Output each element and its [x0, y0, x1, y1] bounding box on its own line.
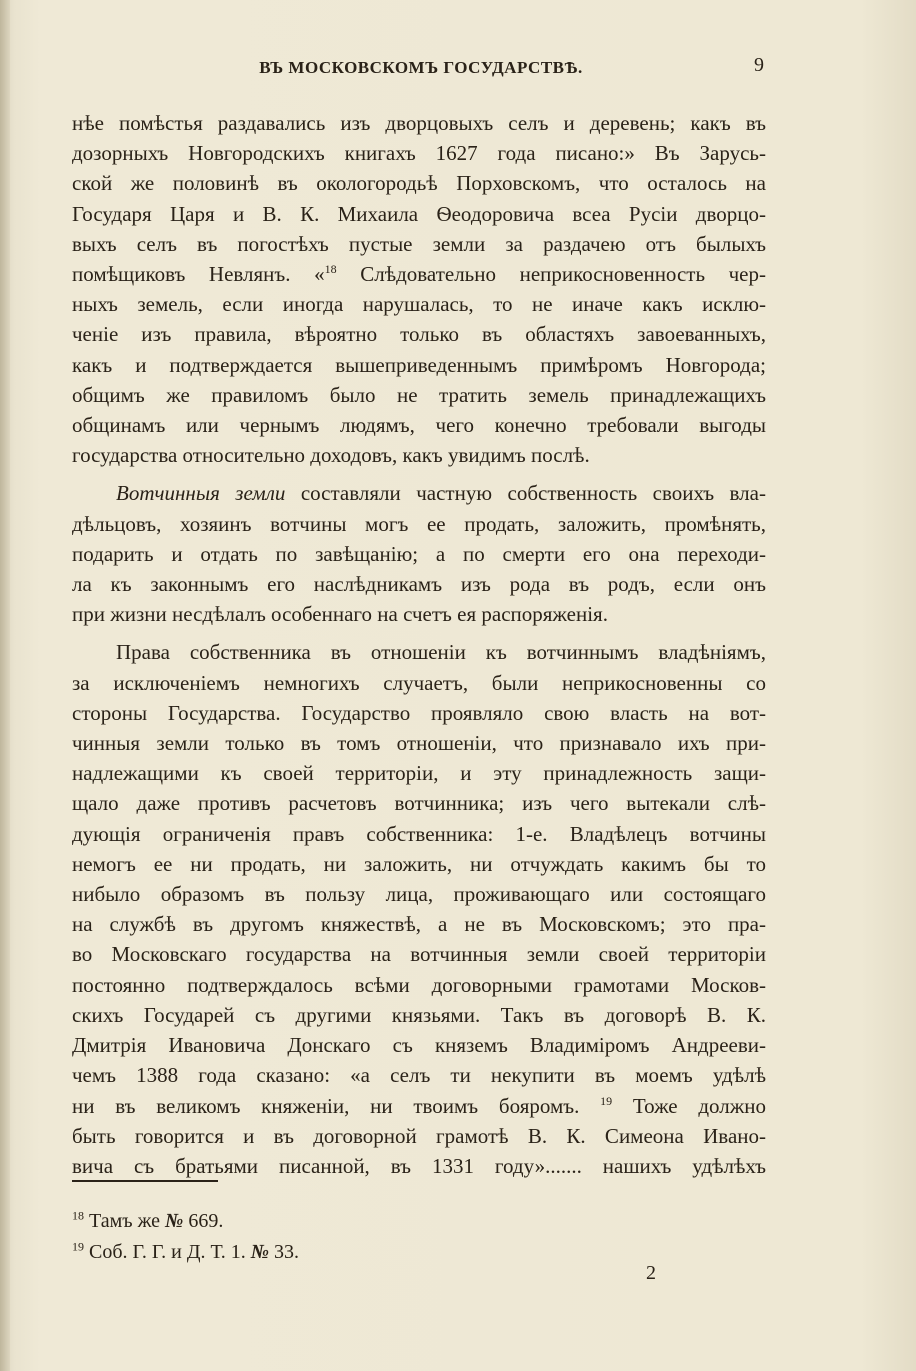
text-line: выхъ селъ въ погостѣхъ пустые земли за раздачею отъ былыхъ [72, 231, 766, 256]
footnote-number: 19 [72, 1239, 84, 1254]
text-line: чинныя земли только въ томъ отношенiи, что признавало ихъ при- [72, 731, 766, 756]
text-line: дозорныхъ Новгородскихъ книгахъ 1627 года писано:» Въ Заруcь- [72, 141, 766, 166]
text-segment: Тоже должно [612, 1093, 767, 1118]
text-line [72, 478, 766, 508]
text-line: нибыло образомъ въ пользу лица, проживающаго или состоящаго [72, 882, 766, 907]
footnote-number: 18 [72, 1208, 84, 1223]
text-line: вича съ братьями писанной, въ 1331 году»....... нашихъ удѣлѣхъ [72, 1153, 766, 1178]
text-line: ныхъ земель, если иногда нарушалась, то не иначе какъ исклю- [72, 292, 766, 317]
text-line: быть говорится и въ договорной грамотѣ В. К. Симеона Ивано- [72, 1123, 766, 1148]
text-line: скихъ Государей съ другими князьями. Такъ въ договорѣ В. К. [72, 1002, 766, 1027]
numero-sign: № [250, 1241, 270, 1263]
text-line: немогъ ее ни продать, ни заложить, ни отчуждать какимъ бы то [72, 851, 766, 876]
text-line-with-footnote-ref [72, 259, 766, 289]
text-line: общинамъ или чернымъ людямъ, чего конечно требовали выгоды [72, 413, 766, 438]
text-line: за исключенiемъ немногихъ случаетъ, были неприкосновенны со [72, 670, 766, 695]
text-line: во Московскаго государства на вотчинныя земли своей территорiи [72, 942, 766, 967]
text-line: подарить и отдать по завѣщанiю; а по смерти его она переходи- [72, 541, 766, 566]
text-segment: ни въ великомъ княженiи, ни твоимъ бояромъ. [72, 1093, 580, 1118]
text-line: чемъ 1388 года сказано: «а селъ ти некупити въ моемъ удѣлѣ [72, 1063, 766, 1088]
footnote-text: 669. [183, 1210, 224, 1232]
text-segment: составляли частную собственность своихъ вла- [285, 481, 766, 506]
footnote-ref-19: 19 [600, 1093, 613, 1108]
text-line: Государя Царя и В. К. Михаила Ѳеодоровича всеа Русiи дворцо- [72, 201, 766, 226]
text-line: нѣе помѣстья раздавались изъ дворцовыхъ селъ и деревень; какъ въ [72, 111, 766, 135]
text-line: ской же половинѣ въ окологородьѣ Порховскомъ, что осталось на [72, 171, 766, 196]
running-title: ВЪ МОСКОВСКОМЪ ГОСУДАРСТВѢ. [259, 58, 583, 77]
numero-sign: № [165, 1210, 184, 1232]
page-number: 9 [754, 54, 764, 76]
text-line: на службѣ въ другомъ княжествѣ, а не въ Московскомъ; это пра- [72, 912, 766, 937]
footnote-text: Соб. Г. Г. и Д. Т. 1. [89, 1241, 251, 1263]
italic-term: Вотчинныя земли [116, 481, 286, 506]
text-line: ла къ законнымъ его наслѣдникамъ изъ рода въ родъ, если онъ [72, 572, 766, 597]
body-text [72, 108, 766, 1181]
footnote-ref-18: 18 [324, 262, 337, 277]
text-line: Права собственника въ отношенiи къ вотчиннымъ владѣнiямъ, [116, 640, 766, 665]
paragraph-3 [72, 637, 766, 1181]
paragraph-1 [72, 108, 766, 470]
text-line: постоянно подтверждалось всѣми договорными грамотами Москов- [72, 972, 766, 997]
text-segment: Слѣдовательно неприкосновенность чер- [336, 262, 766, 287]
footnote-18 [72, 1206, 472, 1237]
text-line: ченiе изъ правила, вѣроятно только въ областяхъ завоеванныхъ, [72, 322, 766, 347]
page-spine-shadow [0, 0, 10, 1371]
text-line: дующiя ограниченiя правъ собственника: 1-е. Владѣлецъ вотчины [72, 821, 766, 846]
text-line: государства относительно доходовъ, какъ увидимъ послѣ. [72, 443, 590, 468]
text-line: надлежащими къ своей территорiи, и эту принадлежность защи- [72, 761, 766, 786]
text-line-with-footnote-ref [72, 1091, 766, 1121]
text-line: дѣльцовъ, хозяинъ вотчины могъ ее продать, заложить, промѣнять, [72, 511, 766, 536]
printer-signature-mark: 2 [646, 1262, 656, 1284]
text-segment: помѣщиковъ Невлянъ. « [72, 262, 325, 287]
paragraph-2 [72, 478, 766, 629]
text-line: стороны Государства. Государство проявляло свою власть на вот- [72, 700, 766, 725]
text-line: Дмитрiя Ивановича Донскаго съ княземъ Владимiромъ Андрееви- [72, 1033, 766, 1058]
text-line: какъ и подтверждается вышеприведеннымъ примѣромъ Новгорода; [72, 352, 766, 377]
footnote-19 [72, 1237, 472, 1268]
footnote-separator [72, 1180, 218, 1182]
text-line: при жизни несдѣлалъ особеннаго на счетъ ея распоряженiя. [72, 602, 608, 627]
text-line: общимъ же правиломъ было не тратить земель принадлежащихъ [72, 382, 766, 407]
text-line: щало даже противъ расчетовъ вотчинника; изъ чего вытекали слѣ- [72, 791, 766, 816]
footnotes [72, 1206, 472, 1268]
footnote-text: 33. [269, 1241, 300, 1263]
footnote-text: Тамъ же [89, 1210, 166, 1232]
